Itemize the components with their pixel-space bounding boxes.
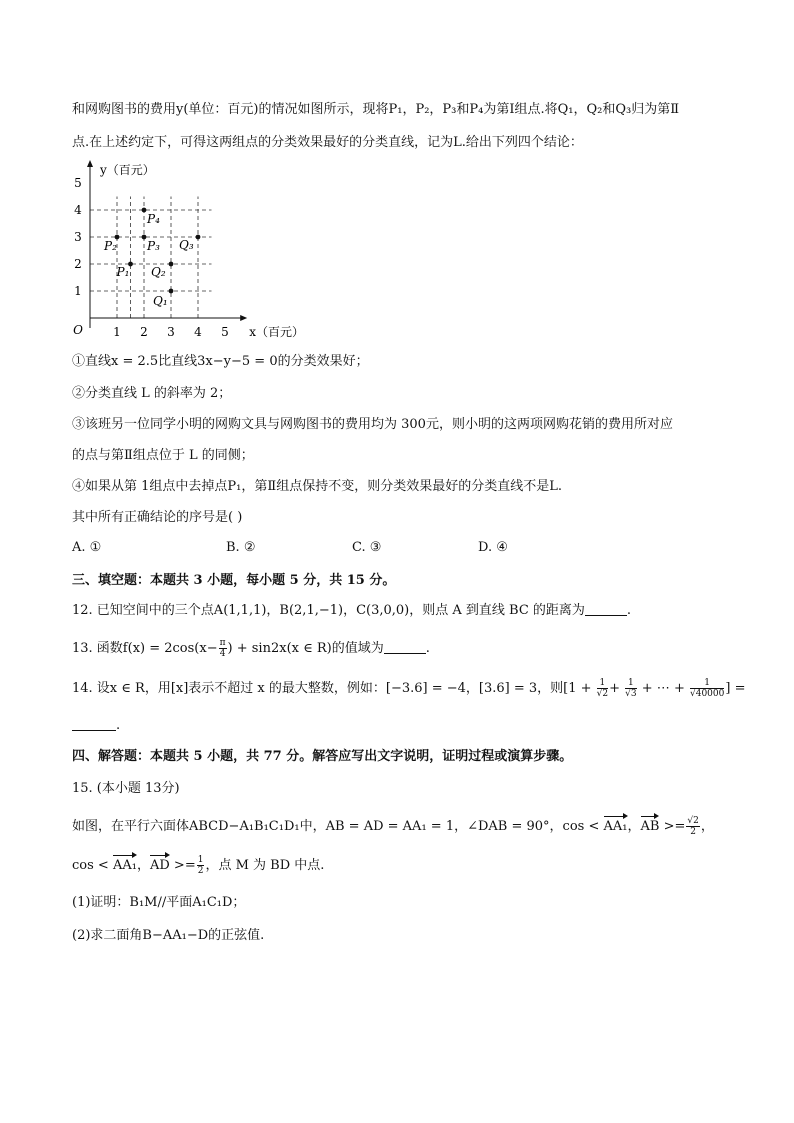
vector-ab: AB	[641, 817, 660, 837]
q15-part-2: (2)求二面角B−AA₁−D的正弦值.	[72, 928, 265, 943]
x-tick-label: 2	[140, 325, 148, 339]
q14-dots: + ⋯ +	[641, 681, 685, 696]
q15-line-1: 如图，在平行六面体ABCD−A₁B₁C₁D₁中，AB = AD = AA₁ = 1，∠DAB = 90°，cos < AA₁，AB >= $\frac{√2}{2}$ ，	[72, 816, 714, 837]
intro-line-2: 点.在上述约定下，可得这两组点的分类效果最好的分类直线，记为L.给出下列四个结论：	[72, 135, 583, 150]
data-point	[169, 262, 174, 267]
chart-points	[103, 208, 200, 308]
conclusion-1: ①直线x = 2.5比直线3x−y−5 = 0的分类效果好；	[72, 354, 369, 369]
point-label: P₄	[147, 212, 160, 226]
fraction-1-sqrt40000: $\frac{1}{√40000}$	[689, 678, 725, 699]
q13-post: ) + sin2x(x ∈ R)的值域为	[227, 641, 384, 656]
conclusion-3a: ③该班另一位同学小明的网购文具与网购图书的费用均为 300元，则小明的这两项网购花销的费用所对应	[72, 417, 673, 432]
conclusion-3b: 的点与第Ⅱ组点位于 L 的同侧；	[72, 448, 254, 463]
fraction-1-over-2: $\frac{1}{2}$	[197, 855, 204, 876]
x-axis-arrow	[240, 315, 247, 321]
conclusion-2: ②分类直线 L 的斜率为 2；	[72, 386, 232, 401]
q15-heading: 15. (本小题 13分)	[72, 781, 180, 796]
fraction-pi-over-4: $\frac{\pi}{4}$	[219, 638, 226, 659]
q14-pre: 14. 设x ∈ R，用[x]表示不超过 x 的最大整数，例如：[−3.6] = −4，[3.6] = 3，则[1 +	[72, 681, 592, 696]
q12-text: 12. 已知空间中的三个点A(1,1,1)，B(2,1,−1)，C(3,0,0)，则点 A 到直线 BC 的距离为	[72, 603, 585, 618]
fraction-1-sqrt2: $\frac{1}{√2}$	[596, 678, 609, 699]
option-b: B. ②	[226, 540, 256, 555]
data-point	[196, 235, 201, 240]
x-tick-label: 4	[194, 325, 202, 339]
q14-post: ] =	[725, 681, 746, 696]
x-tick-label: 3	[167, 325, 175, 339]
y-tick-label: 2	[74, 257, 82, 271]
x-axis-label: x（百元）	[249, 325, 304, 339]
point-label: P₁	[116, 265, 130, 279]
data-point	[142, 235, 147, 240]
option-a: A. ①	[72, 540, 102, 555]
question-12: 12. 已知空间中的三个点A(1,1,1)，B(2,1,−1)，C(3,0,0)，则点 A 到直线 BC 的距离为 .	[72, 603, 632, 618]
option-c: C. ③	[352, 540, 382, 555]
answer-blank	[72, 718, 116, 731]
y-axis-arrow	[87, 160, 93, 167]
option-d: D. ④	[478, 540, 508, 555]
q15-line-2: cos < AA₁，AD >= $\frac{1}{2}$ ，点 M 为 BD 中点.	[72, 855, 325, 876]
y-axis-label: y（百元）	[100, 163, 155, 177]
data-point	[142, 208, 147, 213]
section-4-heading: 四、解答题：本题共 5 小题，共 77 分。解答应写出文字说明，证明过程或演算步骤。	[72, 749, 573, 764]
answer-blank	[384, 641, 426, 654]
data-point	[169, 289, 174, 294]
point-label: Q₃	[179, 238, 194, 252]
point-label: Q₁	[153, 294, 168, 308]
section-3-heading: 三、填空题：本题共 3 小题，每小题 5 分，共 15 分。	[72, 573, 396, 588]
answer-blank	[585, 603, 627, 616]
point-label: Q₂	[151, 265, 166, 279]
vector-aa1: AA₁	[604, 817, 628, 837]
fraction-sqrt2-over-2: $\frac{√2}{2}$	[687, 816, 699, 837]
point-label: P₃	[147, 239, 160, 253]
vector-aa1: AA₁	[113, 856, 137, 876]
q13-pre: 13. 函数f(x) = 2cos(x−	[72, 641, 218, 656]
point-label: P₂	[104, 239, 117, 253]
q15-part-1: (1)证明：B₁M//平面A₁C₁D；	[72, 895, 246, 910]
y-tick-label: 1	[74, 284, 82, 298]
vector-ad: AD	[150, 856, 170, 876]
y-tick-label: 4	[74, 203, 82, 217]
question-13: 13. 函数f(x) = 2cos(x− $\frac{\pi}{4}$ ) + sin2x(x ∈ R)的值域为 .	[72, 638, 430, 659]
x-tick-label: 5	[221, 325, 229, 339]
x-tick-label: 1	[113, 325, 121, 339]
y-tick-label: 3	[74, 230, 82, 244]
y-tick-label: 5	[74, 176, 82, 190]
question-14: 14. 设x ∈ R，用[x]表示不超过 x 的最大整数，例如：[−3.6] = −4，[3.6] = 3，则[1 + $\frac{1}{√2}$ + $\frac{1}{√3}$ + ⋯ + $\frac{1}{√40000}$ ] =	[72, 678, 746, 699]
intro-line-1: 和网购图书的费用y(单位：百元)的情况如图所示，现将P₁，P₂，P₃和P₄为第Ⅰ组点.将Q₁，Q₂和Q₃归为第Ⅱ	[72, 102, 680, 117]
question-stem: 其中所有正确结论的序号是( )	[72, 510, 243, 525]
scatter-chart	[68, 158, 318, 343]
origin-label: O	[73, 323, 83, 337]
fraction-1-sqrt3: $\frac{1}{√3}$	[625, 678, 637, 699]
conclusion-4: ④如果从第 1组点中去掉点P₁，第Ⅱ组点保持不变，则分类效果最好的分类直线不是L.	[72, 479, 562, 494]
